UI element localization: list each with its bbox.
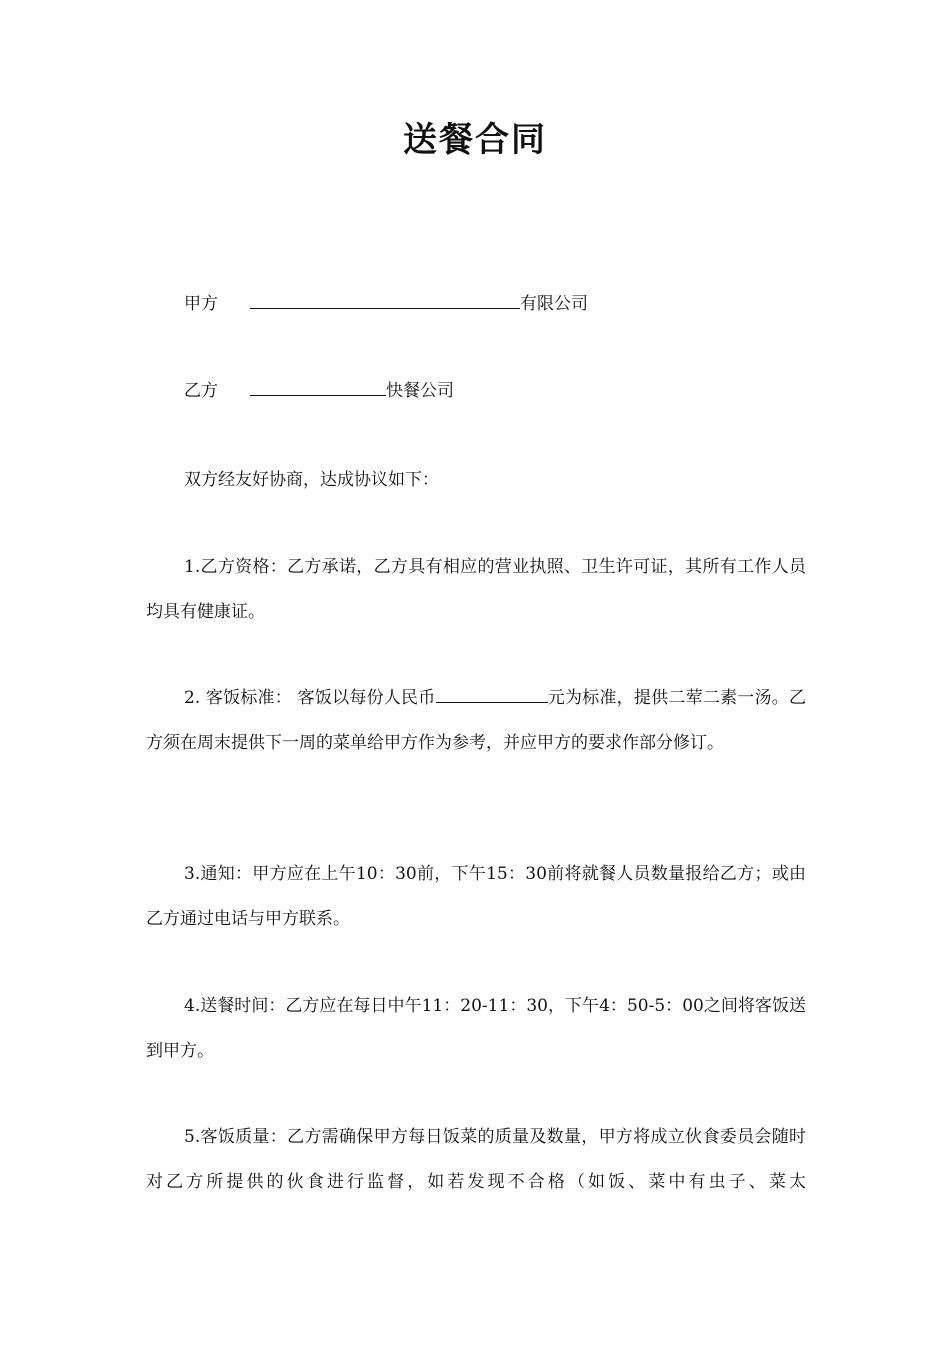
clause-2 <box>146 676 806 766</box>
clause-1: 1.乙方资格：乙方承诺，乙方具有相应的营业执照、卫生许可证，其所有工作人员均具有健康证。 <box>146 557 806 622</box>
party-b-line <box>184 379 454 403</box>
document-title: 送餐合同 <box>403 120 547 160</box>
party-a-label: 甲方 <box>184 294 218 314</box>
clause-4: 4.送餐时间：乙方应在每日中午11：20-11：30，下午4：50-5：00之间将客饭送到甲方。 <box>146 996 806 1061</box>
party-b-suffix: 快餐公司 <box>386 381 454 401</box>
party-a-suffix: 有限公司 <box>520 294 588 314</box>
clause-3: 3.通知：甲方应在上午10：30前，下午15：30前将就餐人员数量报给乙方；或由乙方通过电话与甲方联系。 <box>146 864 806 929</box>
party-b-name-blank <box>250 379 386 396</box>
party-a-line <box>184 292 588 316</box>
clause-5: 5.客饭质量：乙方需确保甲方每日饭菜的质量及数量，甲方将成立伙食委员会随时对乙方所提供的伙食进行监督，如若发现不合格（如饭、菜中有虫子、菜太 <box>146 1127 806 1192</box>
party-a-name-blank <box>250 292 520 309</box>
party-b-label: 乙方 <box>184 381 218 401</box>
price-blank <box>436 686 548 703</box>
intro-paragraph: 双方经友好协商，达成协议如下： <box>184 470 439 490</box>
clause-2-text-before: 2. 客饭标准： 客饭以每份人民币 <box>184 688 436 708</box>
clause-2-text-after: 元为标准，提供二荤二素一汤。乙方须在周末提供下一周的菜单给甲方作为参考，并应甲方的要求作部分修订。 <box>146 688 806 753</box>
